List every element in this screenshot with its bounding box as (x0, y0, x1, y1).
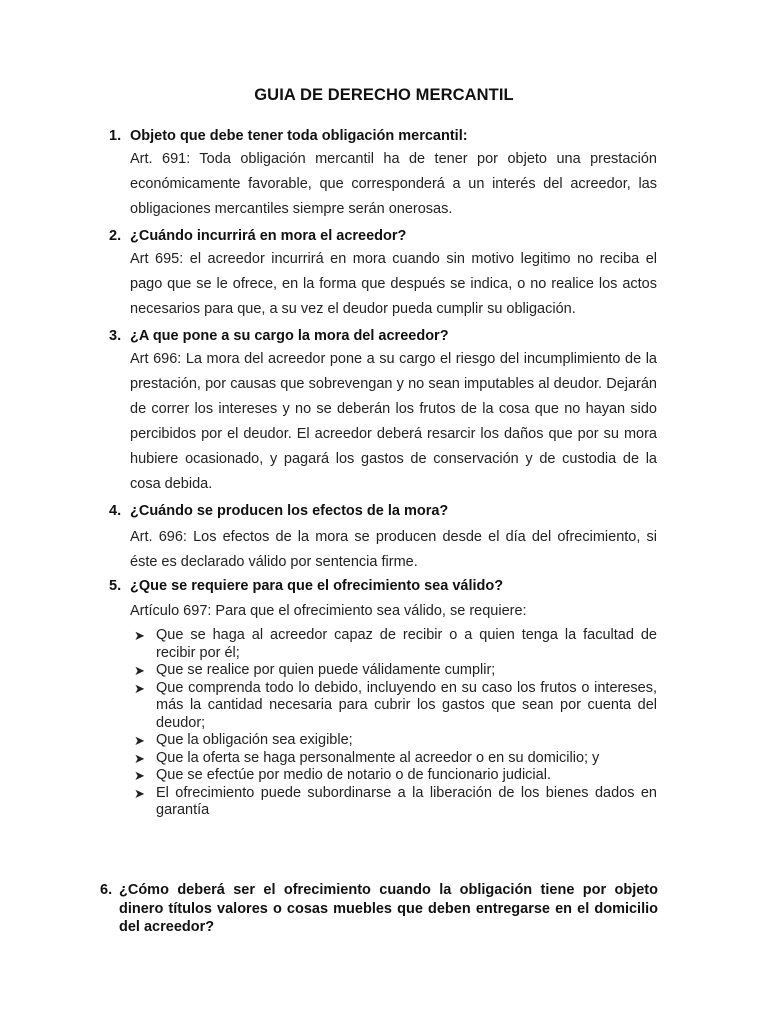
list-item (134, 785, 657, 820)
answer-paragraph: Art 696: La mora del acreedor pone a su cargo el riesgo del incumplimiento de la prestación, por causas que sobrevengan y no sean imputables al deudor. Dejarán de correr los intereses y no se deberán los frutos de la cosa que no hayan sido percibidos por el deudor. El acreedor deberá resarcir los daños que por su mora hubiere ocasionado, y pagará los gastos de conservación y de custodia de la cosa debida. (130, 351, 657, 492)
requirements-list (134, 627, 657, 820)
question-text: ¿A que pone a su cargo la mora del acreedor? (130, 328, 449, 344)
arrow-bullet-icon: ➤ (134, 663, 145, 678)
question-text: ¿Cuándo se producen los efectos de la mora? (130, 503, 449, 519)
question-heading (109, 327, 659, 345)
question-number: 3. (109, 328, 122, 344)
answer-paragraph: Art. 691: Toda obligación mercantil ha de tener por objeto una prestación económicamente favorable, que corresponderá a un interés del acreedor, las obligaciones mercantiles siempre serán onerosas. (130, 151, 657, 217)
question-text: ¿Que se requiere para que el ofrecimiento sea válido? (130, 578, 504, 594)
question-heading (109, 127, 659, 145)
question-heading (109, 577, 659, 595)
question-number: 5. (109, 578, 122, 594)
arrow-bullet-icon: ➤ (134, 628, 145, 643)
list-item-text: Que se realice por quien puede válidamente cumplir; (156, 662, 496, 678)
question-heading (100, 881, 658, 937)
list-item (134, 767, 657, 785)
question-heading (109, 502, 659, 520)
arrow-bullet-icon: ➤ (134, 768, 145, 783)
answer-paragraph: Artículo 697: Para que el ofrecimiento sea válido, se requiere: (130, 603, 527, 619)
arrow-bullet-icon: ➤ (134, 785, 145, 801)
list-item (134, 662, 657, 680)
list-item-text: El ofrecimiento puede subordinarse a la liberación de los bienes dados en garantía (156, 784, 657, 818)
list-item-text: Que la oferta se haga personalmente al acreedor o en su domicilio; y (156, 749, 600, 766)
arrow-bullet-icon: ➤ (134, 680, 145, 696)
arrow-bullet-icon: ➤ (134, 733, 145, 748)
answer-paragraph: Art. 696: Los efectos de la mora se producen desde el día del ofrecimiento, si éste es declarado válido por sentencia firme. (130, 529, 657, 570)
arrow-bullet-icon: ➤ (134, 750, 145, 766)
question-text: ¿Cómo deberá ser el ofrecimiento cuando la obligación tiene por objeto dinero títulos valores o cosas muebles que deben entregarse en el domicilio del acreedor? (119, 882, 658, 935)
list-item-text: Que la obligación sea exigible; (156, 732, 353, 748)
list-item-text: Que comprenda todo lo debido, incluyendo en su caso los frutos o intereses, más la cantidad necesaria para cubrir los gastos que sean por cuenta del deudor; (156, 679, 657, 731)
list-item (134, 627, 657, 662)
question-text: ¿Cuándo incurrirá en mora el acreedor? (130, 228, 407, 244)
page-title: GUIA DE DERECHO MERCANTIL (254, 86, 514, 104)
question-heading (109, 227, 659, 245)
list-item-text: Que se efectúe por medio de notario o de funcionario judicial. (156, 767, 551, 783)
list-item (134, 732, 657, 750)
question-number: 2. (109, 228, 122, 244)
list-item-text: Que se haga al acreedor capaz de recibir o a quien tenga la facultad de recibir por él; (156, 627, 657, 661)
question-number: 1. (109, 128, 122, 144)
answer-paragraph: Art 695: el acreedor incurrirá en mora cuando sin motivo legitimo no reciba el pago que se le ofrece, en la forma que después se indica, o no realice los actos necesarios para que, a su vez el deudor pueda cumplir su obligación. (130, 251, 657, 317)
question-text: Objeto que debe tener toda obligación mercantil: (130, 128, 468, 144)
question-number: 6. (100, 882, 113, 898)
list-item (134, 680, 657, 733)
list-item (134, 750, 657, 768)
question-number: 4. (109, 503, 122, 519)
